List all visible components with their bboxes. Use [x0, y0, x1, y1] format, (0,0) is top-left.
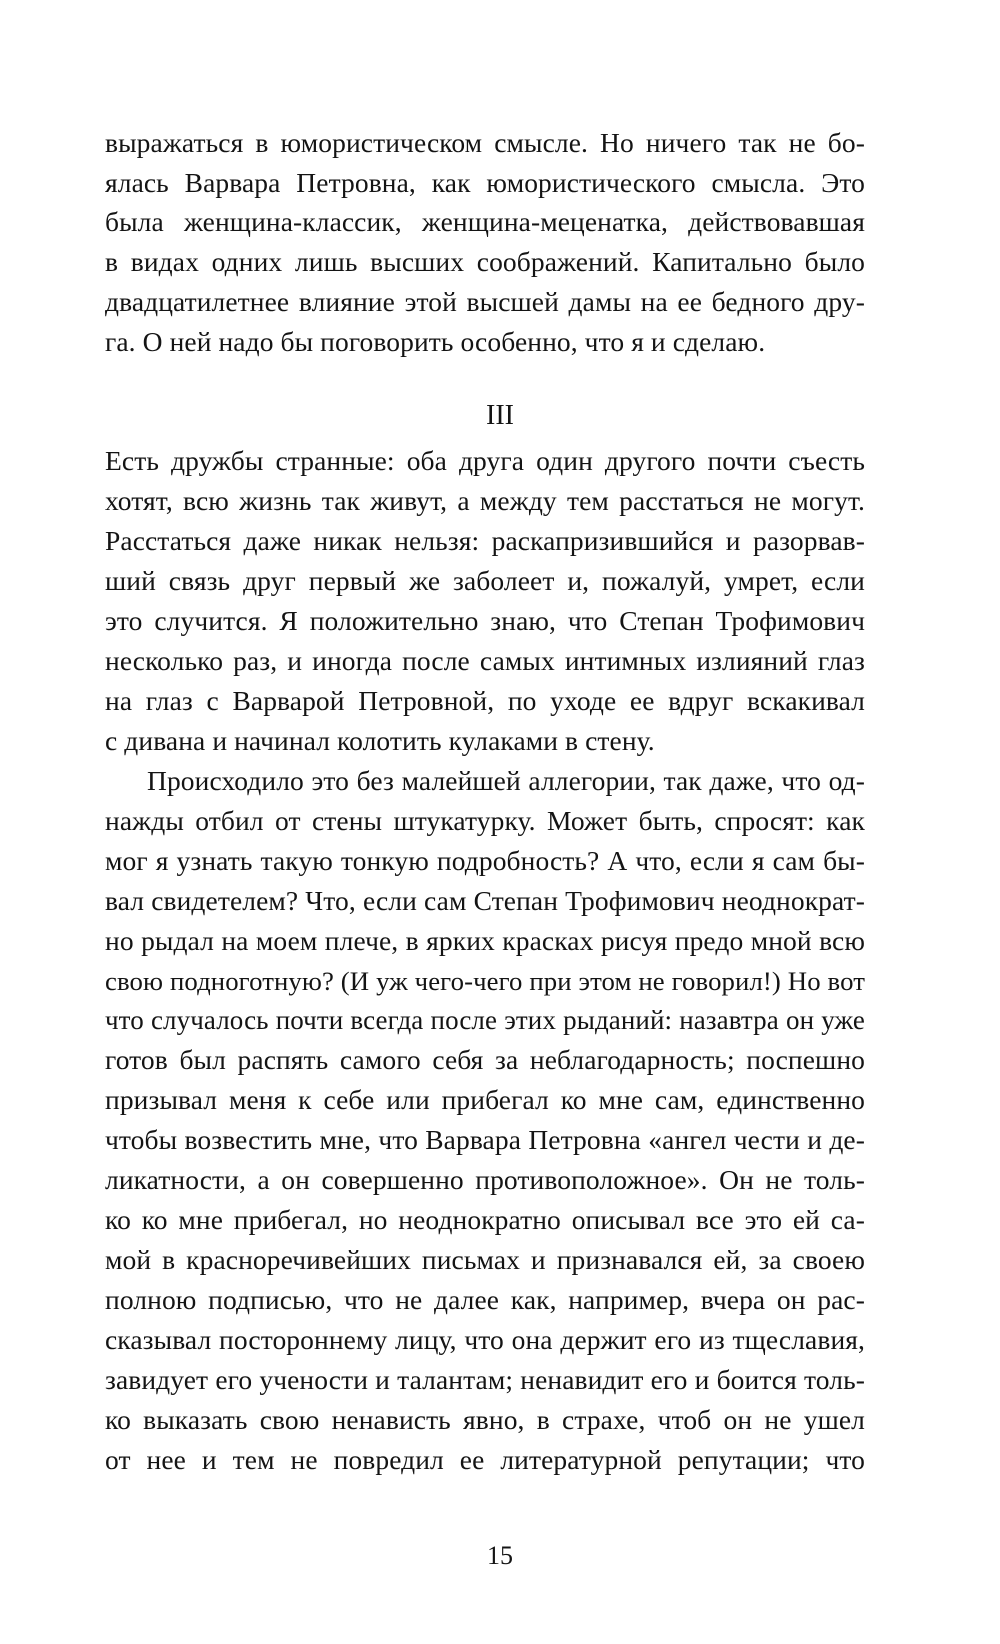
text-line: сказывал постороннему лицу, что она держит его из тщеславия,	[105, 1324, 865, 1355]
text-line: нажды отбил от стены штукатурку. Может быть, спросят: как	[105, 805, 865, 836]
text-line: ко выказать свою ненависть явно, в страхе, чтоб он не ушел	[105, 1404, 865, 1435]
text-line: ялась Варвара Петровна, как юмористического смысла. Это	[105, 167, 865, 198]
text-line: полною подписью, что не далее как, например, вчера он рас-	[105, 1284, 865, 1315]
text-line: га. О ней надо бы поговорить особенно, что я и сделаю.	[105, 326, 766, 357]
text-line: готов был распять самого себя за неблагодарность; поспешно	[105, 1044, 865, 1075]
text-line: Расстаться даже никак нельзя: раскапризившийся и разорвав-	[105, 525, 865, 556]
text-line: Происходило это без малейшей аллегории, так даже, что од-	[147, 765, 865, 796]
text-line: от нее и тем не повредил ее литературной репутации; что	[105, 1444, 865, 1475]
text-line: с дивана и начинал колотить кулаками в стену.	[105, 725, 655, 756]
text-line: что случалось почти всегда после этих рыданий: назавтра он уже	[105, 1005, 865, 1035]
text-line: ший связь друг первый же заболеет и, пожалуй, умрет, если	[105, 565, 865, 596]
text-line: Есть дружбы странные: оба друга один другого почти съесть	[105, 445, 865, 476]
text-line: ко ко мне прибегал, но неоднократно описывал все это ей са-	[105, 1204, 865, 1235]
text-line: выражаться в юмористическом смысле. Но ничего так не бо-	[105, 127, 865, 158]
text-line: вал свидетелем? Что, если сам Степан Трофимович неоднократ-	[105, 885, 865, 916]
text-line: была женщина-классик, женщина-меценатка, действовавшая	[105, 206, 865, 237]
text-line: в видах одних лишь высших соображений. Капитально было	[105, 246, 865, 277]
text-line: двадцатилетнее влияние этой высшей дамы на ее бедного дру-	[105, 286, 865, 317]
text-line: но рыдал на моем плече, в ярких красках рисуя предо мной всю	[105, 925, 865, 956]
page-number: 15	[487, 1541, 513, 1570]
text-line: свою подноготную? (И уж чего-чего при этом не говорил!) Но вот	[105, 966, 865, 996]
text-line: завидует его учености и талантам; ненавидит его и боится толь-	[105, 1364, 865, 1395]
text-line: чтобы возвестить мне, что Варвара Петровна «ангел чести и де-	[105, 1124, 865, 1155]
text-line: призывал меня к себе или прибегал ко мне сам, единственно	[105, 1084, 865, 1115]
text-line: это случится. Я положительно знаю, что Степан Трофимович	[105, 605, 865, 636]
text-line: мой в красноречивейших письмах и признавался ей, за своею	[105, 1244, 865, 1275]
text-line: на глаз с Варварой Петровной, по уходе ее вдруг вскакивал	[105, 685, 865, 716]
text-line: хотят, всю жизнь так живут, а между тем расстаться не могут.	[105, 485, 865, 516]
text-line: несколько раз, и иногда после самых интимных излияний глаз	[105, 645, 865, 676]
text-line: ликатности, а он совершенно противоположное». Он не толь-	[105, 1164, 865, 1195]
text-line: мог я узнать такую тонкую подробность? А что, если я сам бы-	[105, 845, 865, 876]
section-heading: III	[486, 400, 514, 431]
